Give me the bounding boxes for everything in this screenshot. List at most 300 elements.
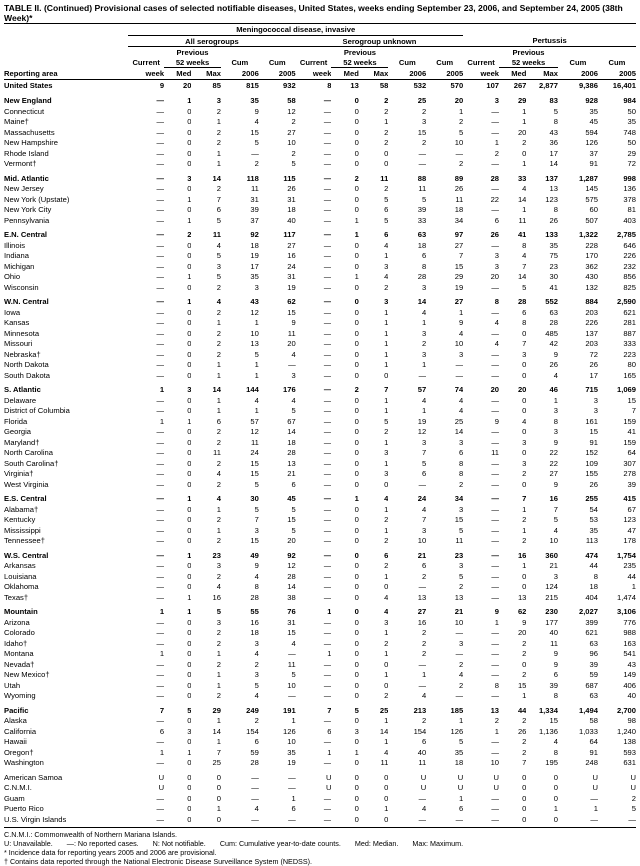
table-cell: 2 [216, 339, 221, 348]
table-cell: 39 [627, 479, 636, 489]
table-cell: 4 [422, 804, 427, 813]
col-52-weeks: 52 weeks [499, 57, 558, 68]
table-cell: 2 [494, 148, 500, 158]
table-cell: 4 [384, 607, 389, 616]
reporting-area-name: Mississippi [4, 525, 41, 535]
table-cell: 85 [212, 81, 221, 90]
table-cell: 884 [585, 297, 598, 306]
table-cell: 0 [187, 437, 192, 447]
table-row [4, 561, 636, 572]
table-cell: 2 [187, 230, 192, 239]
table-cell: 7 [254, 515, 259, 524]
table-cell: 4 [384, 747, 389, 757]
table-cell: 0 [354, 737, 359, 746]
table-cell: — [156, 117, 165, 126]
table-cell: 6 [422, 469, 427, 478]
table-row [4, 480, 636, 491]
table-cell: — [323, 184, 332, 193]
table-cell: 3 [522, 349, 527, 359]
table-cell: 18 [287, 437, 296, 447]
table-cell: 176 [283, 385, 296, 394]
table-cell: 0 [354, 607, 359, 616]
table-cell: 621 [585, 628, 598, 637]
reporting-area-name: Kansas [4, 318, 30, 327]
table-cell: 137 [585, 328, 598, 338]
table-cell: 6 [522, 307, 527, 317]
table-cell: 5 [254, 349, 259, 359]
table-cell: 1,287 [578, 173, 598, 183]
table-cell: 8 [522, 240, 527, 250]
table-cell: 35 [589, 525, 598, 535]
table-cell: 161 [585, 416, 598, 426]
table-cell: 11 [212, 230, 221, 239]
table-cell: 1 [187, 494, 192, 503]
table-row [4, 469, 636, 480]
table-cell: 1 [216, 670, 221, 679]
reporting-area-name: Connecticut [4, 106, 45, 116]
table-row [4, 639, 636, 650]
table-cell: 89 [454, 173, 464, 183]
table-cell: 4 [494, 318, 500, 327]
table-row [4, 716, 636, 727]
table-cell: 0 [187, 205, 192, 214]
table-cell: 0 [354, 525, 359, 535]
table-cell: 12 [250, 427, 259, 436]
table-cell: 1 [216, 318, 221, 327]
table-cell: 1 [187, 96, 192, 105]
table-row [4, 371, 636, 382]
table-cell: 18 [250, 240, 259, 250]
table-cell: — [455, 370, 464, 380]
table-cell: 31 [287, 194, 296, 204]
table-cell: 0 [187, 804, 192, 813]
table-cell: — [491, 628, 500, 637]
table-cell: 5 [631, 804, 636, 813]
table-cell: 1 [494, 726, 500, 736]
table-cell: 3 [422, 117, 427, 126]
table-cell: 26 [454, 184, 464, 193]
table-cell: 16 [549, 494, 558, 503]
table-cell: 31 [250, 194, 259, 204]
table-cell: 117 [283, 230, 296, 239]
reporting-area-name: Puerto Rico [4, 804, 44, 813]
table-cell: — [156, 328, 165, 338]
table-cell: 9 [522, 617, 527, 627]
table-cell: 0 [354, 395, 359, 405]
table-cell: 1 [216, 649, 221, 658]
table-cell: 507 [585, 215, 598, 225]
table-cell: 2 [216, 138, 221, 147]
table-cell: 132 [585, 282, 598, 292]
table-cell: 984 [623, 96, 636, 105]
table-cell: 825 [623, 282, 636, 292]
table-cell: 3 [422, 349, 427, 359]
table-cell: 118 [246, 173, 259, 183]
table-cell: 1 [216, 117, 221, 126]
reporting-area-name: Oregon† [4, 747, 34, 757]
table-cell: 998 [623, 173, 636, 183]
table-cell: 155 [585, 469, 598, 478]
table-cell: 4 [216, 582, 221, 591]
table-cell: 11 [518, 215, 527, 225]
table-cell: 2 [354, 173, 359, 183]
table-cell: 1 [327, 649, 332, 658]
table-cell: — [323, 339, 332, 348]
table-cell: 136 [623, 184, 636, 193]
table-cell: 0 [384, 783, 389, 792]
table-cell: — [491, 349, 500, 359]
table-cell: 2 [384, 106, 389, 116]
table-cell: 430 [585, 272, 598, 281]
table-cell: 3 [422, 437, 427, 447]
table-row [4, 159, 636, 170]
table-cell: — [156, 370, 165, 380]
table-cell: 1,494 [578, 705, 598, 715]
reporting-area-name: New England [4, 96, 52, 105]
table-cell: — [491, 737, 500, 746]
table-cell: 3 [216, 561, 221, 570]
table-cell: 1 [522, 106, 527, 116]
table-cell: 7 [384, 385, 389, 394]
table-cell: — [156, 127, 165, 137]
table-cell: 1 [159, 747, 165, 757]
table-cell: 1 [187, 297, 192, 306]
table-cell: — [156, 494, 165, 503]
table-cell: 485 [545, 328, 558, 338]
table-cell: 33 [417, 215, 427, 225]
table-cell: 126 [585, 138, 598, 147]
table-cell: 9 [494, 607, 500, 616]
table-cell: 63 [549, 307, 558, 317]
table-cell: 0 [187, 536, 192, 545]
table-cell: 62 [287, 297, 296, 306]
table-cell: 1 [216, 525, 221, 535]
table-row [4, 385, 636, 396]
table-cell: 0 [354, 127, 359, 137]
table-cell: U [493, 783, 500, 792]
table-cell: 98 [627, 716, 636, 725]
table-row [4, 660, 636, 671]
table-cell: 3 [187, 385, 192, 394]
table-cell: 1 [458, 106, 464, 116]
table-cell: 2 [216, 307, 221, 317]
table-cell: 1 [522, 117, 527, 126]
table-cell: 0 [354, 504, 359, 514]
table-cell: 0 [216, 772, 221, 782]
table-cell: — [455, 649, 464, 658]
table-cell: 0 [354, 458, 359, 468]
table-cell: — [323, 194, 332, 204]
table-cell: 40 [287, 215, 296, 225]
table-cell: 0 [354, 804, 359, 813]
table-cell: 0 [354, 469, 359, 478]
table-cell: — [491, 395, 500, 405]
table-cell: 20 [490, 385, 500, 394]
table-cell: 3 [187, 173, 192, 183]
table-cell: — [491, 282, 500, 292]
reporting-area-name: Michigan [4, 261, 35, 271]
table-cell: 0 [354, 638, 359, 648]
table-cell: 27 [549, 469, 558, 478]
table-cell: — [323, 448, 332, 457]
table-cell: 97 [454, 230, 464, 239]
table-cell: — [156, 479, 165, 489]
table-cell: 932 [283, 81, 296, 90]
table-cell: 35 [250, 96, 259, 105]
table-cell: 2 [522, 536, 527, 545]
table-cell: 235 [623, 561, 636, 570]
table-cell: 0 [354, 427, 359, 436]
table-cell: 2 [216, 571, 221, 581]
table-cell: — [323, 138, 332, 147]
table-cell: 20 [182, 81, 192, 90]
table-cell: 59 [589, 670, 598, 679]
table-cell: — [323, 659, 332, 669]
table-cell: 28 [250, 592, 259, 602]
table-cell: 0 [354, 550, 359, 560]
table-cell: — [323, 328, 332, 338]
table-cell: 1 [494, 617, 500, 627]
table-cell: 83 [549, 96, 558, 105]
table-cell: 43 [627, 659, 636, 669]
table-cell: 1 [522, 205, 527, 214]
table-cell: 2 [384, 282, 389, 292]
table-cell: 5 [384, 194, 389, 204]
reporting-area-name: U.S. Virgin Islands [4, 814, 67, 824]
table-cell: 248 [585, 758, 598, 767]
table-cell: 0 [187, 458, 192, 468]
table-row [4, 80, 636, 93]
table-row [4, 448, 636, 459]
table-cell: — [491, 240, 500, 250]
table-cell: — [288, 783, 296, 792]
table-cell: — [590, 814, 598, 824]
table-cell: 1 [159, 416, 165, 426]
table-cell: 2 [522, 138, 527, 147]
table-cell: — [156, 638, 165, 648]
table-cell: — [156, 318, 165, 327]
table-cell: 2 [216, 659, 221, 669]
table-cell: 53 [589, 515, 598, 524]
table-cell: 593 [623, 747, 636, 757]
table-cell: 2 [422, 638, 427, 648]
table-cell: 26 [549, 215, 558, 225]
table-cell: 58 [589, 716, 598, 725]
table-cell: 6 [458, 448, 464, 457]
table-cell: — [156, 571, 165, 581]
table-cell: 541 [623, 649, 636, 658]
table-cell: 14 [212, 385, 221, 394]
table-cell: 2 [216, 427, 221, 436]
table-row [4, 216, 636, 227]
table-cell: 8 [458, 469, 464, 478]
table-cell: 64 [589, 737, 598, 746]
table-cell: 14 [417, 297, 427, 306]
table-row [4, 804, 636, 815]
table-row [4, 350, 636, 361]
table-cell: — [323, 370, 332, 380]
table-cell: 1 [216, 504, 221, 514]
table-cell: — [491, 159, 500, 168]
table-cell: 3 [422, 282, 427, 292]
table-cell: 50 [627, 138, 636, 147]
table-cell: 18 [417, 240, 427, 250]
table-cell: 11 [250, 184, 259, 193]
table-cell: — [323, 793, 332, 803]
table-cell: 12 [417, 427, 427, 436]
reporting-area-name: California [4, 726, 37, 736]
table-cell: 2 [216, 479, 221, 489]
table-cell: 13 [549, 184, 558, 193]
table-cell: 19 [287, 758, 296, 767]
table-cell: 14 [287, 427, 296, 436]
table-cell: 1 [593, 804, 598, 813]
table-cell: 75 [549, 251, 558, 260]
table-cell: — [491, 793, 500, 803]
table-cell: 267 [513, 81, 527, 90]
table-cell: 1 [354, 215, 359, 225]
table-cell: 21 [417, 550, 427, 560]
table-cell: 5 [291, 406, 296, 415]
table-cell: 37 [250, 215, 259, 225]
table-cell: 0 [354, 148, 359, 158]
table-cell: — [323, 628, 332, 637]
table-cell: 2 [522, 515, 527, 524]
table-cell: 403 [623, 215, 636, 225]
table-cell: 1 [384, 571, 389, 581]
table-cell: — [323, 307, 332, 317]
reporting-area-name: Utah [4, 680, 21, 690]
reporting-area-name: South Dakota [4, 370, 51, 380]
table-cell: 0 [354, 793, 359, 803]
table-cell: — [323, 638, 332, 648]
table-cell: — [156, 96, 165, 105]
table-cell: — [323, 437, 332, 447]
table-cell: 11 [287, 328, 296, 338]
table-cell: 5 [553, 106, 558, 116]
table-cell: 18 [250, 628, 259, 637]
table-cell: — [323, 758, 332, 767]
table-body [4, 80, 636, 826]
table-cell: 0 [187, 772, 192, 782]
table-cell: 2 [422, 571, 427, 581]
table-cell: — [156, 395, 165, 405]
table-cell: 0 [354, 297, 359, 306]
table-cell: — [156, 525, 165, 535]
table-cell: — [491, 437, 500, 447]
table-cell: 0 [354, 349, 359, 359]
table-cell: 3 [254, 670, 259, 679]
table-cell: 4 [553, 525, 558, 535]
reporting-area-name: Minnesota [4, 328, 40, 338]
table-cell: 2,785 [616, 230, 636, 239]
table-cell: — [323, 205, 332, 214]
table-cell: 4 [216, 240, 221, 250]
table-cell: 1 [384, 804, 389, 813]
table-cell: 1 [187, 272, 192, 281]
table-cell: — [491, 670, 500, 679]
table-cell: 6 [384, 205, 389, 214]
table-cell: 415 [623, 494, 636, 503]
table-cell: 0 [354, 758, 359, 767]
table-cell: U [420, 783, 427, 792]
table-cell: 3 [458, 349, 464, 359]
table-cell: — [491, 638, 500, 648]
table-cell: 24 [417, 494, 427, 503]
table-cell: 0 [187, 737, 192, 746]
table-cell: 1 [384, 406, 389, 415]
table-cell: 25 [417, 96, 427, 105]
table-cell: 11 [380, 173, 389, 183]
col-cum: Cum [569, 57, 587, 67]
table-cell: 2 [216, 282, 221, 292]
table-cell: 0 [384, 159, 389, 168]
table-cell: — [156, 515, 165, 524]
footnote-nedss: † Contains data reported through the National Electronic Disease Surveillance System (NEDSS). [4, 857, 313, 866]
table-cell: 0 [354, 716, 359, 725]
table-cell: — [156, 272, 165, 281]
table-cell: 0 [187, 349, 192, 359]
table-cell: 9,386 [578, 81, 598, 90]
reporting-area-name: South Carolina† [4, 458, 59, 468]
table-cell: 1 [384, 525, 389, 535]
table-cell: 6 [291, 479, 296, 489]
table-cell: 1 [384, 349, 389, 359]
col-previous: Previous [343, 47, 376, 57]
table-cell: 1 [522, 525, 527, 535]
table-cell: — [156, 251, 165, 260]
table-cell: 18 [287, 205, 296, 214]
table-cell: 26 [589, 479, 598, 489]
table-cell: 1 [187, 194, 192, 204]
table-cell: — [491, 747, 500, 757]
table-cell: 3 [384, 448, 389, 457]
table-cell: 1 [216, 360, 221, 369]
table-cell: — [156, 240, 165, 250]
table-cell: 2 [254, 716, 259, 725]
table-cell: — [491, 469, 500, 478]
table-cell: 0 [384, 793, 389, 803]
table-cell: 0 [216, 814, 221, 824]
table-cell: 532 [413, 81, 427, 90]
table-row [4, 360, 636, 371]
table-cell: — [323, 670, 332, 679]
table-cell: 27 [287, 240, 296, 250]
table-cell: 6 [216, 416, 221, 426]
table-cell: 28 [517, 297, 527, 306]
table-cell: 621 [623, 307, 636, 317]
table-cell: 2 [522, 469, 527, 478]
table-cell: — [323, 571, 332, 581]
table-cell: 0 [354, 138, 359, 147]
table-cell: — [156, 173, 165, 183]
table-cell: 1 [159, 649, 165, 658]
table-cell: 1 [384, 318, 389, 327]
table-cell: 1 [187, 550, 192, 560]
table-cell: — [251, 793, 259, 803]
table-cell: 2 [522, 649, 527, 658]
table-cell: 13 [517, 592, 527, 602]
table-cell: 50 [627, 106, 636, 116]
table-row [4, 536, 636, 547]
table-cell: 12 [287, 106, 296, 116]
table-cell: 63 [589, 691, 598, 700]
table-cell: 191 [283, 705, 296, 715]
table-cell: 43 [250, 297, 259, 306]
table-cell: 14 [517, 194, 527, 204]
table-cell: 13 [417, 592, 427, 602]
table-cell: — [323, 737, 332, 746]
